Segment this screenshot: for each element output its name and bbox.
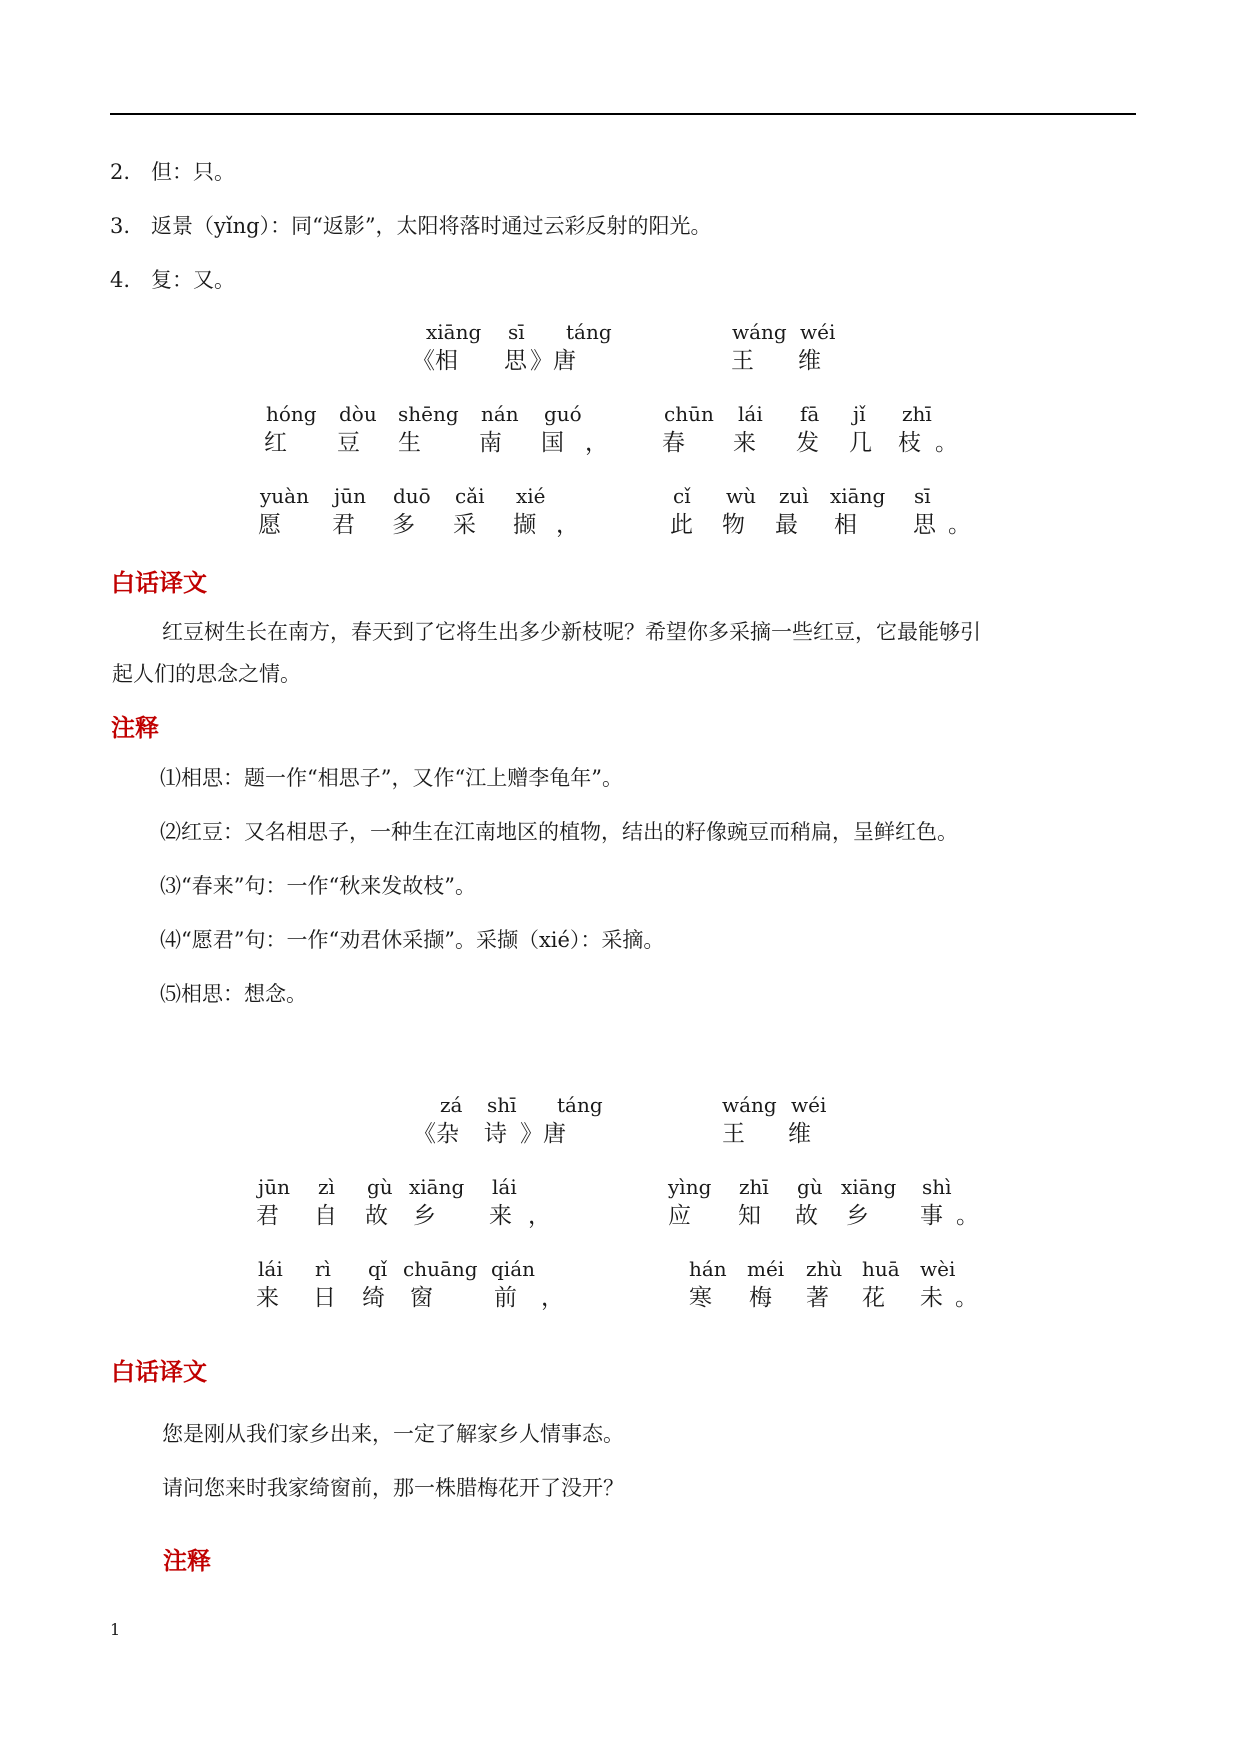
hanzi: 来: [489, 1203, 512, 1229]
hanzi: 寒: [689, 1285, 712, 1311]
pinyin: xiāng: [830, 484, 886, 508]
pinyin: jūn: [258, 1175, 290, 1199]
pinyin: zhī: [902, 402, 932, 426]
note-4: 4. 复：又。: [110, 268, 236, 292]
hanzi: 春: [662, 430, 685, 456]
hanzi: 红: [264, 430, 287, 456]
note-item: ⑵红豆：又名相思子，一种生在江南地区的植物，结出的籽像豌豆而稍扁，呈鲜红色。: [160, 820, 958, 844]
pinyin: chuāng: [403, 1257, 478, 1281]
poem2-author-char: 王: [722, 1121, 745, 1147]
note-item: ⑴相思：题一作“相思子”，又作“江上赠李龟年”。: [160, 766, 623, 790]
hanzi: 绮: [362, 1285, 385, 1311]
translation-heading: 白话译文: [111, 569, 207, 597]
punct: ，: [541, 1285, 564, 1311]
hanzi: 著: [806, 1285, 829, 1311]
pinyin: qián: [491, 1257, 536, 1281]
pinyin: shēng: [398, 402, 459, 426]
poem1-title-char: 》唐: [530, 348, 576, 374]
pinyin: lái: [258, 1257, 283, 1281]
punct: 。: [948, 512, 971, 538]
hanzi: 愿: [258, 512, 281, 538]
hanzi: 知: [738, 1203, 761, 1229]
hanzi: 几: [849, 430, 872, 456]
poem1-title-pinyin: xiāng: [426, 320, 482, 344]
poem1-author-char: 王: [731, 348, 754, 374]
page-number: 1: [110, 1620, 121, 1639]
hanzi: 豆: [337, 430, 360, 456]
pinyin: dòu: [339, 402, 377, 426]
pinyin: wù: [726, 484, 756, 508]
hanzi: 国: [541, 430, 564, 456]
hanzi: 日: [313, 1285, 336, 1311]
punct: ，: [585, 430, 608, 456]
poem1-author-pinyin: wéi: [800, 320, 836, 344]
hanzi: 窗: [410, 1285, 433, 1311]
hanzi: 多: [392, 512, 415, 538]
hanzi: 故: [365, 1203, 388, 1229]
poem1-title-char: 思: [504, 348, 527, 374]
hanzi: 乡: [846, 1203, 869, 1229]
pinyin: duō: [393, 484, 431, 508]
hanzi: 前: [494, 1285, 517, 1311]
pinyin: wèi: [920, 1257, 956, 1281]
hanzi: 此: [670, 512, 693, 538]
pinyin: jǐ: [853, 402, 866, 426]
pinyin: gù: [797, 1175, 823, 1199]
notes-heading: 注释: [111, 714, 159, 742]
poem2-author-char: 维: [788, 1121, 811, 1147]
pinyin: shì: [922, 1175, 952, 1199]
pinyin: cǎi: [455, 484, 485, 508]
pinyin: hóng: [266, 402, 317, 426]
poem2-title-char: 诗: [484, 1121, 507, 1147]
hanzi: 君: [332, 512, 355, 538]
pinyin: sī: [914, 484, 931, 508]
poem2-title-pinyin: zá: [440, 1093, 463, 1117]
hanzi: 故: [795, 1203, 818, 1229]
note-3: 3. 返景（yǐng）：同“返影”，太阳将落时通过云彩反射的阳光。: [110, 214, 712, 238]
pinyin: rì: [315, 1257, 331, 1281]
punct: ，: [556, 512, 579, 538]
pinyin: zuì: [779, 484, 809, 508]
pinyin: yuàn: [260, 484, 309, 508]
poem2-title-char: 》唐: [520, 1121, 566, 1147]
pinyin: xiāng: [841, 1175, 897, 1199]
hanzi: 南: [479, 430, 502, 456]
pinyin: xié: [516, 484, 546, 508]
pinyin: nán: [481, 402, 519, 426]
note-item: ⑸相思：想念。: [160, 982, 307, 1006]
poem2-author-pinyin: wéi: [791, 1093, 827, 1117]
poem2-author-pinyin: wáng: [722, 1093, 777, 1117]
hanzi: 枝: [898, 430, 921, 456]
hanzi: 发: [796, 430, 819, 456]
translation-text: 红豆树生长在南方，春天到了它将生出多少新枝呢？希望你多采摘一些红豆，它最能够引: [162, 620, 981, 644]
pinyin: lái: [492, 1175, 517, 1199]
hanzi: 来: [733, 430, 756, 456]
hanzi: 撷: [513, 512, 536, 538]
pinyin: jūn: [334, 484, 366, 508]
pinyin: méi: [747, 1257, 785, 1281]
poem2-title-pinyin: shī: [487, 1093, 517, 1117]
poem1-title-char: 《相: [412, 348, 458, 374]
poem1-author-char: 维: [798, 348, 821, 374]
pinyin: xiāng: [409, 1175, 465, 1199]
pinyin: zì: [318, 1175, 335, 1199]
hanzi: 事: [920, 1203, 943, 1229]
pinyin: qǐ: [368, 1257, 388, 1281]
note-item: ⑷“愿君”句：一作“劝君休采撷”。采撷（xié）：采摘。: [160, 928, 665, 952]
hanzi: 采: [453, 512, 476, 538]
poem1-title-pinyin: sī: [508, 320, 525, 344]
pinyin: zhù: [806, 1257, 843, 1281]
pinyin: fā: [800, 402, 820, 426]
poem1-author-pinyin: wáng: [732, 320, 787, 344]
pinyin: lái: [738, 402, 763, 426]
pinyin: huā: [862, 1257, 900, 1281]
header-rule: [110, 113, 1136, 115]
note-item: ⑶“春来”句：一作“秋来发故枝”。: [160, 874, 476, 898]
poem1-title-pinyin: táng: [566, 320, 612, 344]
pinyin: gù: [367, 1175, 393, 1199]
hanzi: 应: [668, 1203, 691, 1229]
note-2: 2. 但：只。: [110, 160, 236, 184]
hanzi: 来: [256, 1285, 279, 1311]
hanzi: 花: [862, 1285, 885, 1311]
pinyin: cǐ: [673, 484, 691, 508]
poem2-title-pinyin: táng: [557, 1093, 603, 1117]
hanzi: 乡: [413, 1203, 436, 1229]
pinyin: zhī: [739, 1175, 769, 1199]
notes-heading: 注释: [163, 1547, 211, 1575]
punct: 。: [955, 1285, 978, 1311]
hanzi: 未: [920, 1285, 943, 1311]
hanzi: 最: [775, 512, 798, 538]
punct: ，: [528, 1203, 551, 1229]
hanzi: 相: [834, 512, 857, 538]
translation-text: 您是刚从我们家乡出来，一定了解家乡人情事态。: [162, 1422, 624, 1446]
pinyin: hán: [689, 1257, 727, 1281]
pinyin: chūn: [664, 402, 714, 426]
hanzi: 思: [913, 512, 936, 538]
hanzi: 梅: [749, 1285, 772, 1311]
translation-text: 请问您来时我家绮窗前，那一株腊梅花开了没开？: [162, 1476, 624, 1500]
translation-text: 起人们的思念之情。: [112, 662, 301, 686]
translation-heading: 白话译文: [111, 1358, 207, 1386]
hanzi: 生: [398, 430, 421, 456]
punct: 。: [956, 1203, 979, 1229]
poem2-title-char: 《杂: [413, 1121, 459, 1147]
hanzi: 物: [722, 512, 745, 538]
pinyin: guó: [544, 402, 582, 426]
punct: 。: [935, 430, 958, 456]
hanzi: 君: [256, 1203, 279, 1229]
pinyin: yìng: [668, 1175, 712, 1199]
hanzi: 自: [314, 1203, 337, 1229]
